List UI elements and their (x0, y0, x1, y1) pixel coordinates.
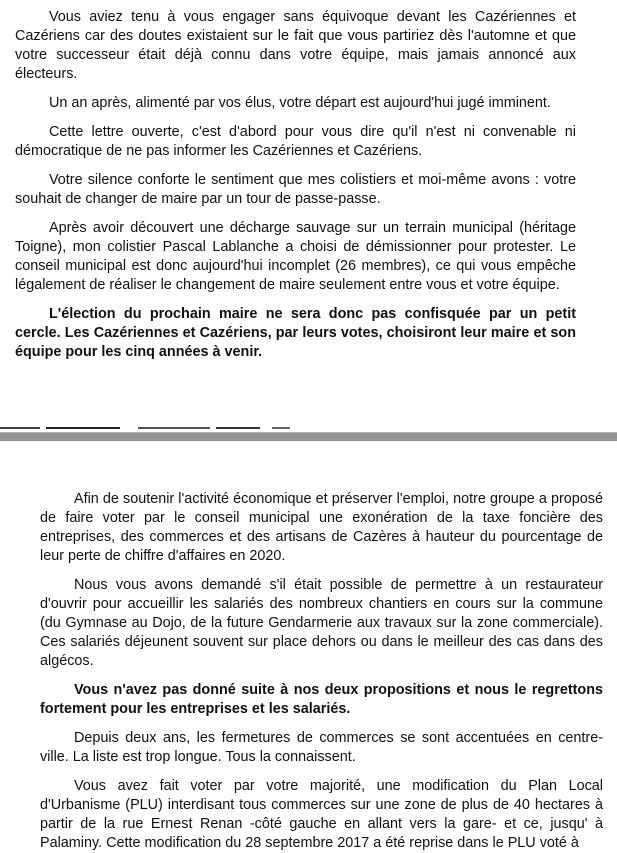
paragraph-bold: Vous n'avez pas donné suite à nos deux propositions et nous le regrettons fortement pour les entreprises et les salariés. (40, 682, 603, 717)
paragraph: Afin de soutenir l'activité économique et préserver l'emploi, notre groupe a proposé de faire voter par le conseil municipal une exonération de la taxe foncière des entreprises, des commerces et des artisans de Cazères à hauteur du pourcentage de leur perte de chiffre d'affaires en 2020. (40, 491, 603, 564)
paragraph: Nous vous avons demandé s'il était possible de permettre à un restaurateur d'ouvrir pour accueillir les salariés des nombreux chantiers en cours sur la commune (du Gymnase au Dojo, de la future Gendarmerie aux travaux sur la zone commerciale). Ces salariés déjeunent souvent sur place dehors ou dans le meilleur des cas dans des algécos. (40, 577, 603, 669)
paragraph: Après avoir découvert une décharge sauvage sur un terrain municipal (héritage Toigne), mon colistier Pascal Lablanche a choisi de démissionner pour protester. Le conseil municipal est donc aujourd'hui incomplet (26 membres), ce qui vous empêche légalement de réaliser le changement de maire seulement entre vous et votre équipe. (15, 220, 576, 293)
paragraph: Depuis deux ans, les fermetures de commerces se sont accentuées en centre-ville. La liste est trop longue. Tous la connaissent. (40, 730, 603, 765)
page-bottom-text (40, 490, 603, 853)
page-top-text (15, 8, 576, 362)
document-page-bottom (0, 441, 617, 851)
paragraph-bold: L'élection du prochain maire ne sera donc pas confisquée par un petit cercle. Les Cazériennes et Cazériens, par leurs votes, choisiront leur maire et son équipe pour les cinq années à venir. (15, 306, 576, 360)
paragraph: Votre silence conforte le sentiment que mes colistiers et moi-même avons : votre souhait de changer de maire par un tour de passe-passe. (15, 172, 576, 207)
paragraph: Un an après, alimenté par vos élus, votre départ est aujourd'hui jugé imminent. (49, 95, 551, 111)
scan-artifact-rule (0, 427, 320, 429)
paragraph: Cette lettre ouverte, c'est d'abord pour vous dire qu'il n'est ni convenable ni démocratique de ne pas informer les Cazériennes et Cazériens. (15, 124, 576, 159)
paragraph: Vous aviez tenu à vous engager sans équivoque devant les Cazériennes et Cazériens car des doutes existaient sur le fait que vous partiriez dès l'automne et que votre successeur était déjà connu dans votre équipe, mais jamais annoncé aux électeurs. (15, 9, 576, 82)
paragraph: Vous avez fait voter par votre majorité, une modification du Plan Local d'Urbanisme (PLU) interdisant tous commerces sur une zone de plus de 40 hectares à partir de la rue Ernest Renan -côté gauche en allant vers la gare- et ce, jusqu' à Palaminy. Cette modification du 28 septembre 2017 a été reprise dans le PLU voté à (40, 778, 603, 851)
